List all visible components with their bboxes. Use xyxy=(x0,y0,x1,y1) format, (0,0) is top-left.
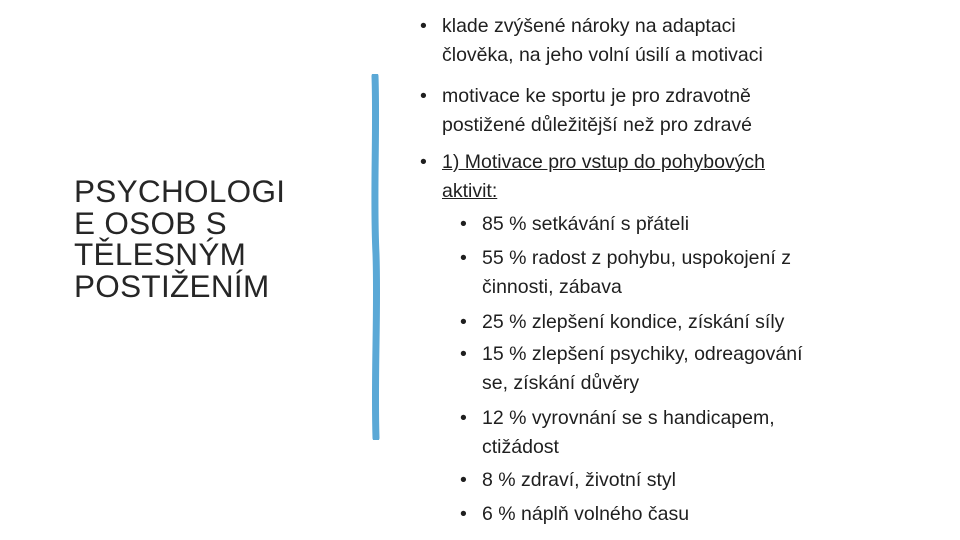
bullet-icon: • xyxy=(460,469,467,491)
bullet-icon: • xyxy=(420,151,427,173)
bullet-icon: • xyxy=(460,311,467,333)
list-item: • klade zvýšené nároky na adaptaci člověka, na jeho volní úsilí a motivaci xyxy=(420,12,763,70)
vertical-divider xyxy=(366,74,386,440)
title-line: PSYCHOLOGI xyxy=(74,173,286,209)
title-line: E OSOB S xyxy=(74,204,227,241)
list-item: • 8 % zdraví, životní styl xyxy=(460,466,676,495)
bullet-icon: • xyxy=(460,247,467,269)
bullet-icon: • xyxy=(460,213,467,235)
list-item: • 6 % náplň volného času xyxy=(460,500,689,529)
slide-title xyxy=(74,173,354,304)
list-item: • 25 % zlepšení kondice, získání síly xyxy=(460,308,784,337)
bullet-icon: • xyxy=(460,343,467,365)
title-line: POSTIŽENÍM xyxy=(74,267,270,304)
list-item: • 15 % zlepšení psychiky, odreagování se, získání důvěry xyxy=(460,340,803,398)
bullet-icon: • xyxy=(460,407,467,429)
bullet-icon: • xyxy=(460,503,467,525)
title-line: TĚLESNÝM xyxy=(74,236,247,272)
list-item: • 12 % vyrovnání se s handicapem, ctižádost xyxy=(460,404,775,462)
list-item: • motivace ke sportu je pro zdravotně postižené důležitější než pro zdravé xyxy=(420,82,752,140)
list-item: • 1) Motivace pro vstup do pohybových aktivit: xyxy=(420,148,765,206)
bullet-icon: • xyxy=(420,85,427,107)
list-item: • 85 % setkávání s přáteli xyxy=(460,210,689,239)
bullet-icon: • xyxy=(420,15,427,37)
list-item: • 55 % radost z pohybu, uspokojení z činnosti, zábava xyxy=(460,244,791,302)
